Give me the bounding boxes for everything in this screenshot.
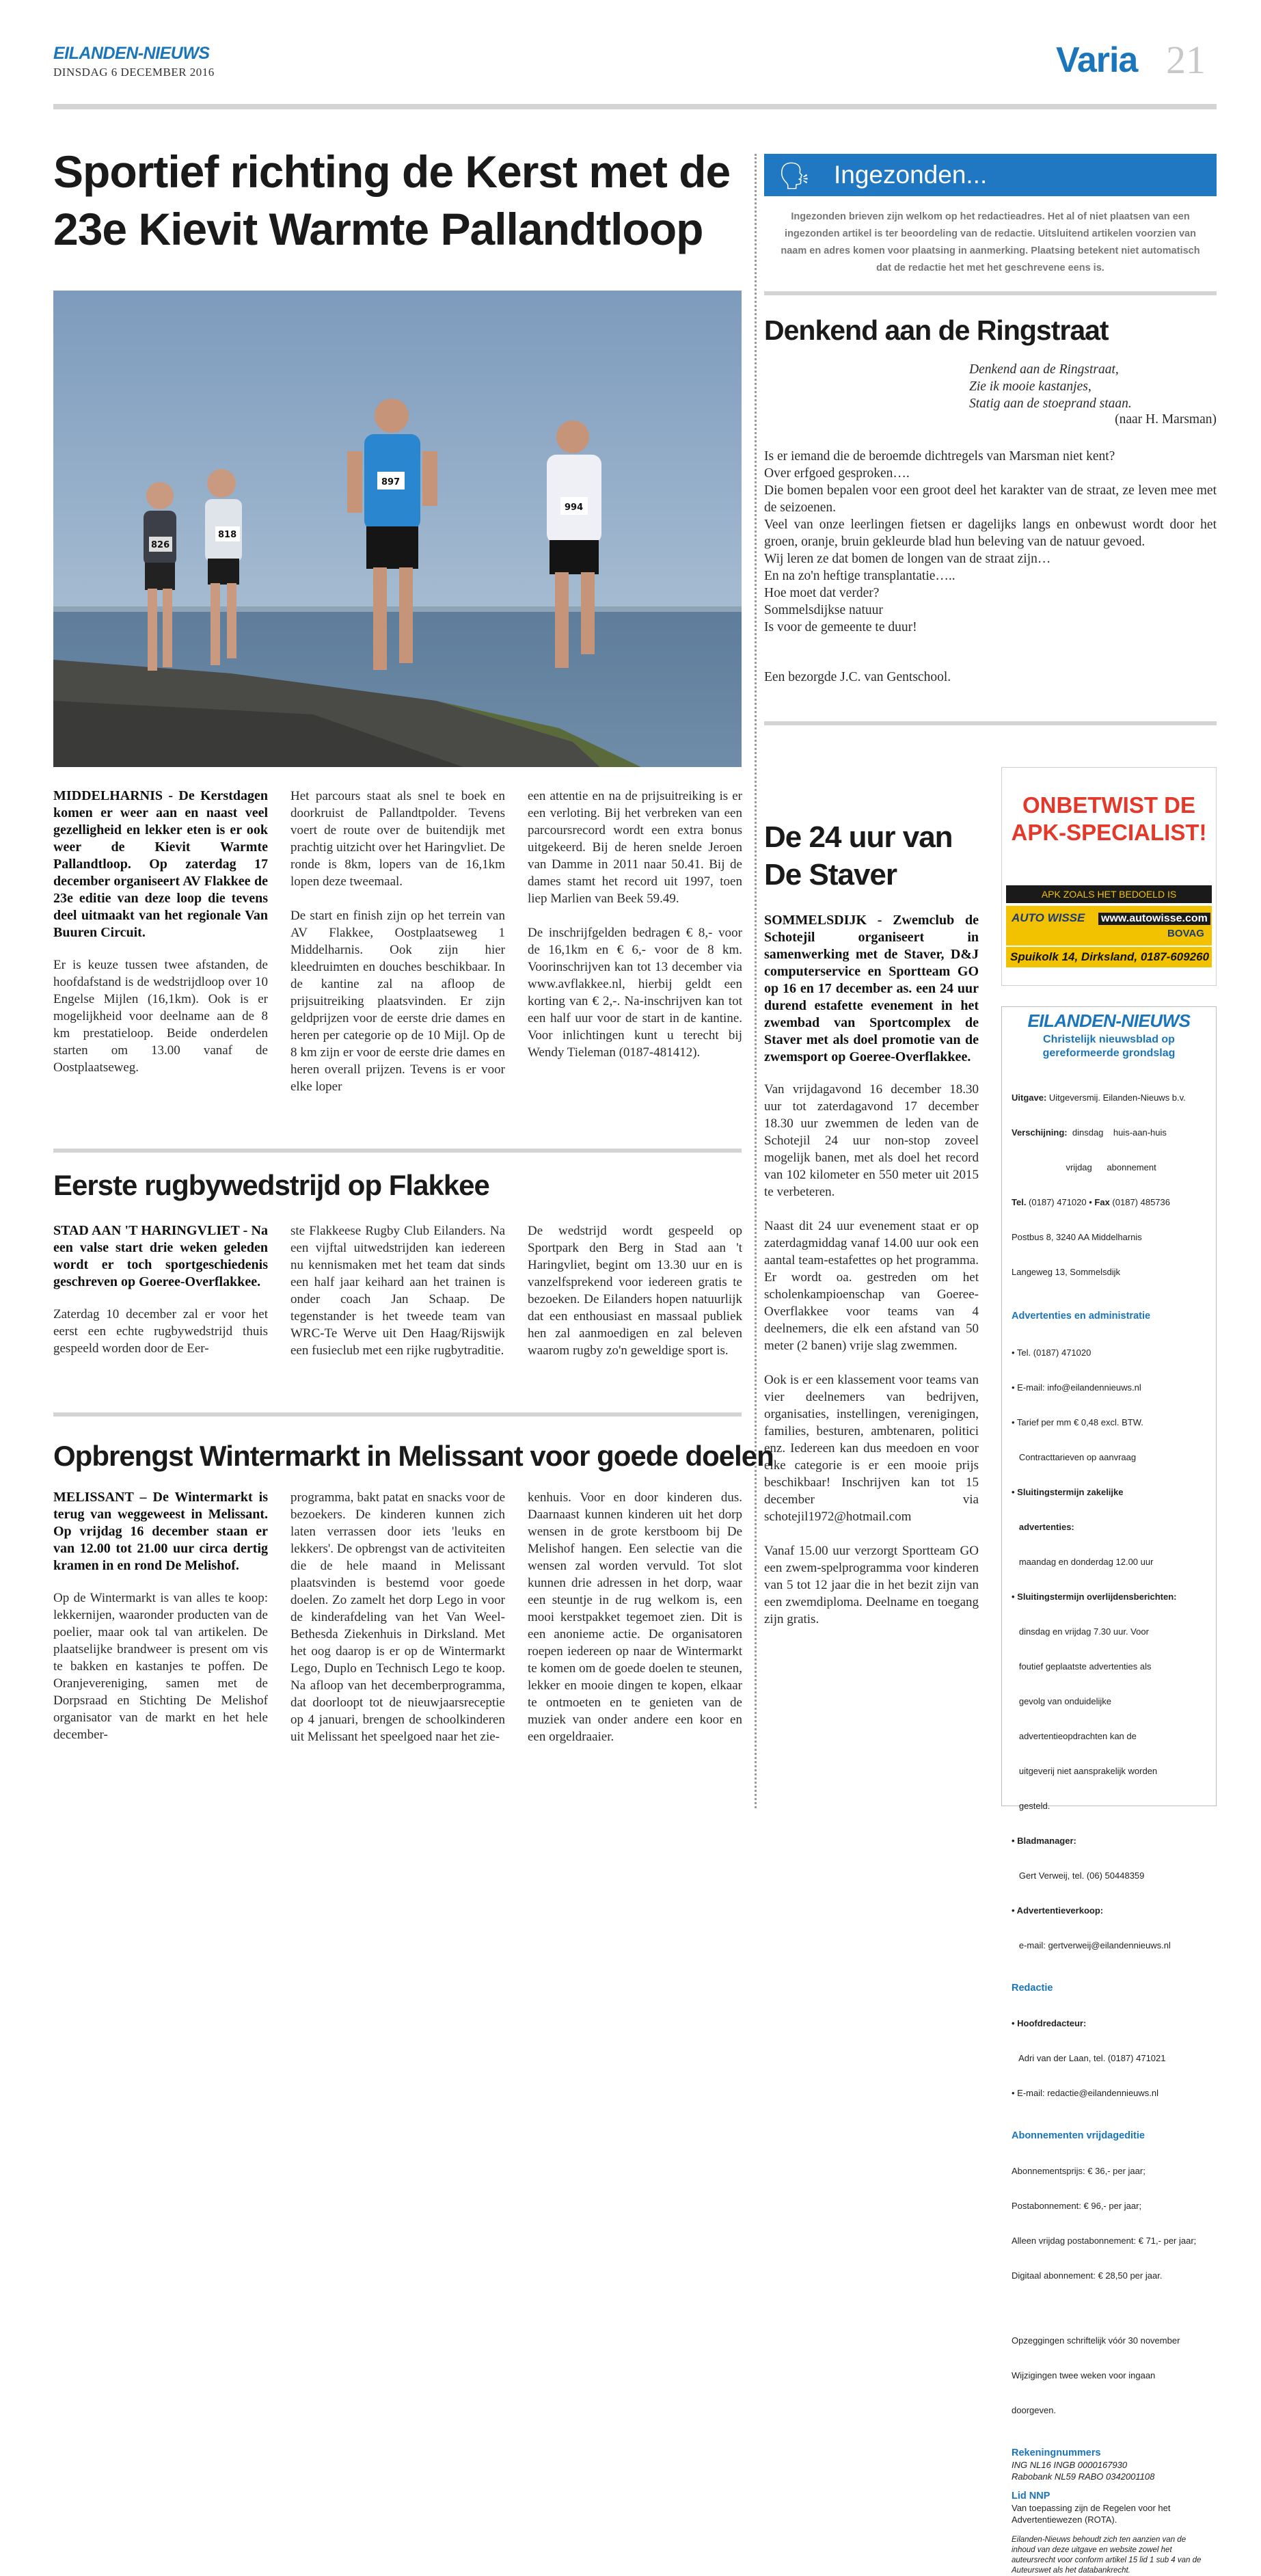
colofon-logo: EILANDEN-NIEUWS	[1027, 1010, 1191, 1031]
colofon-adv-item: dinsdag en vrijdag 7.30 uur. Voor	[1012, 1626, 1149, 1637]
staver-headline-2: De Staver	[764, 858, 897, 891]
kerstloop-col1-text: Er is keuze tussen twee afstanden, de hoofdafstand is de wedstrijdloop over 10 Engelse Mijlen (16,1km). Ook is er mogelijkheid voor deelname aan de 8 km prestatieloop. Beide onderdelen starten om 13.00 vanaf de Oostplaatseweg.	[53, 958, 268, 1075]
rugby-headline: Eerste rugbywedstrijd op Flakkee	[53, 1169, 489, 1201]
divider	[53, 1412, 742, 1417]
colofon-adv-item: foutief geplaatste advertenties als	[1012, 1661, 1152, 1672]
colofon-adv-item: Contracttarieven op aanvraag	[1012, 1452, 1137, 1462]
colofon-abo-item: Abonnementsprijs: € 36,- per jaar;	[1012, 2166, 1145, 2176]
ingezonden-title: Ingezonden...	[834, 161, 988, 189]
colofon-adv-item: • Tarief per mm € 0,48 excl. BTW.	[1012, 1417, 1143, 1427]
colofon-rek-item: Rabobank NL59 RABO 0342001108	[1012, 2471, 1155, 2482]
colofon-line-key: Tel.	[1012, 1197, 1027, 1207]
ad-tagline: APK ZOALS HET BEDOELD IS	[1006, 885, 1212, 903]
colofon-box	[1001, 1006, 1217, 2575]
colofon-adv-item: gevolg van onduidelijke	[1012, 1696, 1111, 1706]
ad-url[interactable]: www.autowisse.com	[1098, 913, 1210, 925]
colofon-adv-item[interactable]: • E-mail: info@eilandennieuws.nl	[1012, 1382, 1141, 1393]
column-divider	[755, 154, 757, 1808]
divider	[764, 721, 1217, 725]
colofon-adv-item: • Tel. (0187) 471020	[1012, 1347, 1091, 1358]
staver-text: Van vrijdagavond 16 december 18.30 uur tot zaterdagavond 17 december 18.30 uur zwemmen de leden van de Schotejil 24 uur non-stop zoveel mogelijk banen, met als doel het record van 102 kilometer en 550 meter uit 2015 te verbeteren. Naast dit 24 uur evenement staat er op zaterdagmiddag vanaf 14.00 uur ook een aantal team-estafettes op het programma. Er wordt oa. gestreden om het scholenkampioenschap van Goeree-Overflakkee voor teams van 4 deelnemers, die elk een afstand van 50 meter (2 banen) vrije slag zwemmen. Ook is er een klassement voor teams van vier deelnemers van bedrijven, organisaties, instellingen, verenigingen, families, besturen, ambtenaren, politici enz. Iedereen kan dus meedoen en voor elke categorie is er een mooie prijs beschikbaar! Inschrijven kan tot 15 december via schotejil1972@hotmail.com Vanaf 15.00 uur verzorgt Sportteam GO een zwem-spelprogramma voor kinderen van 5 tot 12 jaar die in het bezit zijn van een zwemdiploma. Deelname en toegang zijn gratis.	[764, 1082, 979, 1626]
colofon-adv-item: uitgeverij niet aansprakelijk worden	[1012, 1766, 1158, 1776]
issue-date: DINSDAG 6 DECEMBER 2016	[53, 66, 215, 79]
colofon-line-value: Postbus 8, 3240 AA Middelharnis	[1012, 1232, 1142, 1242]
colofon-line-value: (0187) 471020 •	[1026, 1197, 1095, 1207]
colofon-line-key: Fax	[1094, 1197, 1110, 1207]
rugby-col1-text: Zaterdag 10 december zal er voor het eerst een echte rugbywedstrijd thuis gespeeld worden door de Eer-	[53, 1307, 268, 1356]
poem-credit: (naar H. Marsman)	[1115, 412, 1217, 427]
kerstloop-headline-2: 23e Kievit Warmte Pallandtloop	[53, 204, 703, 254]
colofon-subtitle-1: Christelijk nieuwsblad op	[1043, 1034, 1175, 1045]
colofon-abo-item: Wijzigingen twee weken voor ingaan	[1012, 2370, 1156, 2380]
ad-auto-wisse[interactable]	[1001, 767, 1217, 986]
colofon-adv-title: Advertenties en administratie	[1012, 1311, 1151, 1321]
colofon-abo-item: Opzeggingen schriftelijk vóór 30 november	[1012, 2335, 1180, 2346]
colofon-abo-item: Digitaal abonnement: € 28,50 per jaar.	[1012, 2270, 1163, 2281]
bib-number: 897	[381, 477, 401, 487]
colofon-adv-item: advertentieopdrachten kan de	[1012, 1731, 1137, 1741]
photo-runners	[53, 291, 742, 767]
colofon-adv-item: Gert Verweij, tel. (06) 50448359	[1012, 1870, 1145, 1881]
section-name: Varia	[1056, 40, 1138, 80]
colofon-red-item: • Hoofdredacteur:	[1012, 2018, 1087, 2028]
colofon-abo-list	[1012, 2142, 1206, 2439]
colofon-abo-item: Alleen vrijdag postabonnement: € 71,- per jaar;	[1012, 2236, 1197, 2246]
colofon-line	[1012, 1092, 1206, 1103]
colofon-line	[1012, 1231, 1206, 1243]
kerstloop-col1	[53, 788, 268, 1076]
colofon-abo-item	[1012, 2305, 1206, 2311]
colofon-line-value: Langeweg 13, Sommelsdijk	[1012, 1267, 1120, 1277]
staver-lead: SOMMELSDIJK - Zwemclub de Schotejil organiseert in samenwerking met de Staver, D&J computerservice en Sportteam GO op 16 en 17 december as. een 24 uur durend estafette evenement in het zwembad van Sportcomplex de Staver met als doel promotie van de zwemsport op Goeree-Overflakkee.	[764, 913, 979, 1064]
colofon-adv-item: maandag en donderdag 12.00 uur	[1012, 1557, 1154, 1567]
colofon-abo-item: Postabonnement: € 96,- per jaar;	[1012, 2201, 1142, 2211]
colofon-red-item[interactable]: • E-mail: redactie@eilandennieuws.nl	[1012, 2088, 1159, 2098]
speech-icon: 🗣	[778, 161, 811, 191]
ringstraat-signature: Een bezorgde J.C. van Gentschool.	[764, 670, 951, 684]
colofon-rek-title: Rekeningnummers	[1012, 2447, 1101, 2458]
ingezonden-intro: Ingezonden brieven zijn welkom op het redactieadres. Het al of niet plaatsen van een ingezonden artikel is ter beoordeling van de redactie. Uitsluitend artikelen voorzien van naam en adres komen voor plaatsing in aanmerking. Plaatsing betekent niet automatisch dat de redactie het met het geschrevene eens is.	[781, 211, 1200, 273]
colofon-adv-item: • Sluitingstermijn overlijdensberichten:	[1012, 1592, 1177, 1602]
kerstloop-lead: MIDDELHARNIS - De Kerstdagen komen er weer aan en naast veel gezelligheid en lekker eten is er ook weer de Kievit Warmte Pallandtloop. Op zaterdag 17 december organiseert AV Flakkee de 23e editie van deze loop die tevens deel uitmaakt van het regionale Van Buuren Circuit.	[53, 788, 268, 940]
ad-headline-2: APK-SPECIALIST!	[1011, 820, 1207, 845]
kerstloop-col3: een attentie en na de prijsuitreiking is er een verloting. Bij het verbreken van een parcoursrecord wordt een extra bonus uitgekeerd. Bij de heren snelde Jeroen van Damme in 2011 naar 50.41. Bij de dames stamt het record uit 1997, toen liep Marlien van Beek 59.49. De inschrijfgelden bedragen € 8,- voor de 16,1km en € 6,- voor de 8 km. Voorinschrijven kan tot 13 december via www.avflakkee.nl, hierbij geldt een korting van € 2,-. Na-inschrijven kan tot een half uur voor de start in de kantine. Voor inlichtingen kunt u terecht bij Wendy Tieleman (0187-481412).	[528, 789, 742, 1060]
wintermarkt-col3: kenhuis. Voor en door kinderen dus. Daarnaast kunnen kinderen uit het dorp wensen in de grote kerstboom bij De Melishof hangen. Een selectie van die wensen zal worden vervuld. Tot slot kunnen drie adressen in het dorp, waar een steuntje in de rug welkom is, een mooi kerstpakket tegemoet zien. Dit is een anonieme actie. De organisatoren roepen iedereen op naar de Wintermarkt te komen om de goede doelen te steunen, lekker en mooie dingen te kopen, elkaar te ontmoeten en te genieten van de muziek van onder andere een koor en een orgeldraaier.	[528, 1490, 742, 1744]
colofon-abo-title: Abonnementen vrijdageditie	[1012, 2130, 1145, 2141]
colofon-line-key: Verschijning:	[1012, 1127, 1068, 1138]
bib-number: 994	[565, 502, 584, 513]
colofon-lid-item: Advertentiewezen (ROTA).	[1012, 2514, 1117, 2525]
kerstloop-headline-1: Sportief richting de Kerst met de	[53, 146, 731, 197]
colofon-subtitle-2: gereformeerde grondslag	[1042, 1047, 1176, 1059]
colofon-line	[1012, 1162, 1206, 1173]
colofon-adv-item: • Advertentieverkoop:	[1012, 1905, 1104, 1916]
rugby-col1	[53, 1222, 268, 1357]
ad-headline-1: ONBETWIST DE	[1022, 792, 1195, 818]
colofon-line	[1012, 1196, 1206, 1208]
ringstraat-poem: Denkend aan de Ringstraat, Zie ik mooie kastanjes, Statig aan de stoeprand staan.	[969, 362, 1132, 411]
ad-brand: AUTO WISSE	[1012, 911, 1085, 924]
rugby-col2: ste Flakkeese Rugby Club Eilanders. Na een vijftal uitwedstrijden kan iedereen nu kennismaken met het team dat sinds een half jaar keihard aan het trainen is onder coach Jan Schaap. De tegenstander is het tweede team van WRC-Te Werve uit Den Haag/Rijswijk een fusieclub met een rijke rugbytraditie.	[290, 1224, 505, 1358]
header-rule	[53, 104, 1217, 109]
rugby-col3: De wedstrijd wordt gespeeld op Sportpark den Berg in Stad aan 't Haringvliet, begint om 13.30 uur en is vanzelfsprekend voor iedereen gratis te bezoeken. De Eilanders hopen natuurlijk dat een enthousiast en massaal publiek hen zal aanmoedigen en zal beleven waarom rugby zo'n geweldige sport is.	[528, 1224, 742, 1358]
ingezonden-banner	[764, 154, 1217, 196]
colofon-red-title: Redactie	[1012, 1983, 1053, 1994]
masthead-logo: EILANDEN-NIEUWS	[53, 44, 210, 63]
colofon-line	[1012, 1127, 1206, 1138]
wintermarkt-lead: MELISSANT – De Wintermarkt is terug van weggeweest in Melissant. Op vrijdag 16 december staan er van 12.00 tot 21.00 uur circa dertig kramen in en rond De Melishof.	[53, 1490, 268, 1573]
divider	[53, 1149, 742, 1153]
colofon-red-item: Adri van der Laan, tel. (0187) 471021	[1012, 2053, 1166, 2063]
colofon-line-value: dinsdag huis-aan-huis	[1067, 1127, 1167, 1138]
colofon-abo-item: doorgeven.	[1012, 2405, 1057, 2415]
page-number: 21	[1166, 38, 1206, 82]
wintermarkt-col1-text: Op de Wintermarkt is van alles te koop: lekkernijen, waaronder producten van de poelier, maar ook tal van artikelen. De plaatselijke brandweer is present om vis te bakken en kastanjes te poffen. De Oranjevereniging, samen met de Dorpsraad en Stichting De Melishof organisator van de markt en het hele december-	[53, 1591, 268, 1742]
rugby-lead: STAD AAN 'T HARINGVLIET - Na een valse start drie weken geleden wordt er toch sportgeschiedenis geschreven op Goeree-Overflakkee.	[53, 1223, 268, 1289]
colofon-adv-item: advertenties:	[1012, 1522, 1074, 1532]
colofon-rek-item: ING NL16 INGB 0000167930	[1012, 2460, 1128, 2470]
colofon-line-value: (0187) 485736	[1109, 1197, 1170, 1207]
colofon-adv-item[interactable]: e-mail: gertverweij@eilandennieuws.nl	[1012, 1940, 1171, 1950]
bib-number: 818	[218, 530, 237, 540]
kerstloop-col2: Het parcours staat als snel te boek en doorkruist de Pallandtpolder. Tevens voert de route over de buitendijk met prachtig uitzicht over het Haringvliet. De ronde is 8km, lopers van de 16,1km lopen deze tweemaal. De start en finish zijn op het terrein van AV Flakkee, Oostplaatseweg 1 Middelharnis. Ook zijn hier kleedruimten en douches beschikbaar. In de kantine zal na afloop de prijsuitreiking plaatsvinden. Er zijn geldprijzen voor de eerste drie dames en heren per categorie op de 10 Mijl. Op de 8 km zijn er voor de eerste drie dames en heren overall prijzen. Tevens is er voor elke loper	[290, 789, 505, 1094]
divider	[764, 291, 1217, 295]
colofon-red-list	[1012, 1994, 1206, 2122]
colofon-lid-list	[1012, 2502, 1206, 2525]
colofon-adv-item: • Bladmanager:	[1012, 1836, 1076, 1846]
colofon-adv-item: gesteld.	[1012, 1801, 1050, 1811]
wintermarkt-col2: programma, bakt patat en snacks voor de bezoekers. De kinderen kunnen zich laten verrassen door iets 'leuks en lekkers'. De opbrengst van de activiteiten die de hele maand in Melissant plaatsvinden is bestemd voor goede doelen. Zo zamelt het dorp Lego in voor de kinderafdeling van het Van Weel-Bethesda Ziekenhuis in Dirksland. Met het oog daarop is er op de Wintermarkt Lego, Duplo en Technisch Lego te koop. Na afloop van het decemberprogramma, dat doorloopt tot de nieuwjaarsreceptie op 4 januari, brengen de schoolkinderen uit Melissant het speelgoed naar het zie-	[290, 1490, 505, 1744]
ad-address: Spuikolk 14, Dirksland, 0187-609260	[1006, 947, 1212, 967]
colofon-rek-list	[1012, 2459, 1206, 2482]
wintermarkt-col1	[53, 1489, 268, 1743]
colofon-line-value: vrijdag abonnement	[1012, 1162, 1156, 1172]
colofon-publisher	[1012, 1069, 1206, 1301]
bib-number: 826	[151, 540, 170, 550]
colofon-lid-title: Lid NNP	[1012, 2491, 1050, 2501]
bovag-logo: BOVAG	[1167, 928, 1204, 939]
ringstraat-headline: Denkend aan de Ringstraat	[764, 314, 1109, 346]
staver-headline-1: De 24 uur van	[764, 820, 953, 854]
colofon-line	[1012, 1266, 1206, 1278]
colofon-line-key: Uitgave:	[1012, 1092, 1047, 1103]
ad-brand-strip	[1006, 906, 1212, 945]
colofon-footer: Eilanden-Nieuws behoudt zich ten aanzien van de inhoud van deze uitgave en website zowel het auteursrecht voor conform artikel 15 lid 1 sub 4 van de Auteurswet als het databankrecht.	[1012, 2536, 1202, 2575]
staver-column	[764, 912, 979, 1628]
colofon-adv-list	[1012, 1324, 1206, 1974]
ringstraat-body: Is er iemand die de beroemde dichtregels van Marsman niet kent? Over erfgoed gesproken…. Die bomen bepalen voor een groot deel het karakter van de straat, ze leven mee met de seizoenen. Veel van onze leerlingen fietsen er dagelijks langs en onbewust wordt door het groen, oranje, bruin gekleurde blad hun beleving van de natuur gevoed. Wij leren ze dat bomen de longen van de straat zijn… En na zo'n heftige transplantatie….. Hoe moet dat verder? Sommelsdijkse natuur Is voor de gemeente te duur!	[764, 449, 1217, 634]
colofon-line-value: Uitgeversmij. Eilanden-Nieuws b.v.	[1046, 1092, 1186, 1103]
wintermarkt-headline: Opbrengst Wintermarkt in Melissant voor goede doelen	[53, 1440, 774, 1472]
colofon-adv-item: • Sluitingstermijn zakelijke	[1012, 1487, 1124, 1497]
colofon-lid-item: Van toepassing zijn de Regelen voor het	[1012, 2503, 1171, 2513]
